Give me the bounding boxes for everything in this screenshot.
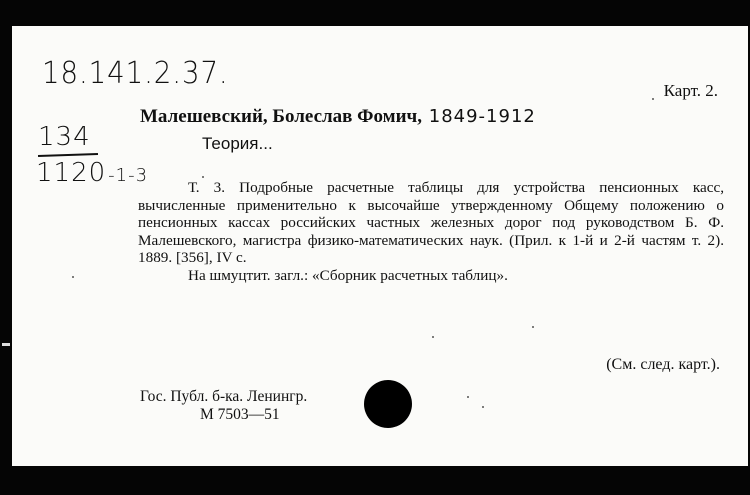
speck: [652, 98, 654, 100]
punch-hole: [364, 380, 412, 428]
description-note: На шмуцтит. загл.: «Сборник расчетных таблиц».: [188, 266, 508, 284]
catalog-card: [12, 26, 748, 466]
shelf-mark-top: 134: [38, 122, 91, 152]
card-number: Карт. 2.: [663, 81, 718, 100]
shelf-mark-bottom: [36, 158, 148, 188]
bibliographic-description: [138, 179, 724, 285]
library-stamp: [140, 388, 307, 424]
description-text: Т. 3. Подробные расчетные таблицы для устройства пенсионных касс, вычисленные применительно к высочайше утвержденному Общему положению о пенсионных кассах российских частных железных дорог под руководством Б. Ф. Малешевского, магистра физико-математических наук. (Прил. к 1-й и 2-й частям т. 2). 1889. [356], IV с.: [138, 179, 724, 267]
shelf-mark-bottom-number: 1120: [36, 158, 107, 188]
continuation-note: (См. след. карт.).: [606, 356, 720, 373]
shelf-mark-divider: [38, 153, 98, 157]
call-number: 18.141.2.37.: [42, 56, 229, 91]
speck: [532, 326, 534, 328]
short-title: Теория...: [202, 134, 273, 153]
speck: [432, 336, 434, 338]
author-name: Малешевский, Болеслав Фомич,: [140, 106, 422, 127]
speck: [467, 396, 469, 398]
scan-edge-mark: [2, 343, 10, 346]
speck: [72, 276, 74, 278]
author-dates: 1849-1912: [428, 106, 536, 127]
speck: [202, 176, 204, 178]
author-heading: [140, 106, 536, 128]
library-name: Гос. Публ. б-ка. Ленингр.: [140, 388, 308, 405]
speck: [482, 406, 484, 408]
library-record-number: М 7503—51: [200, 406, 280, 423]
shelf-mark-suffix: -1-3: [108, 165, 149, 186]
